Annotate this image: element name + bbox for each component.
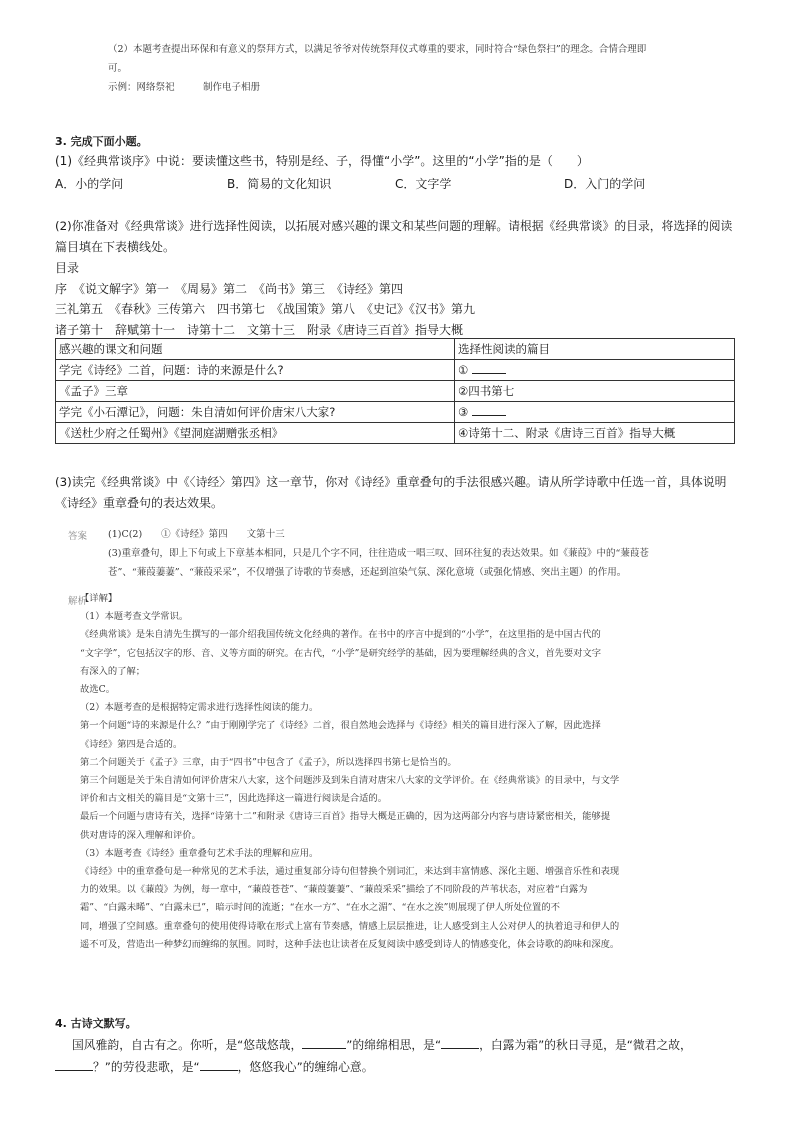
q3-sub3-line1: (3)读完《经典常谈》中《〈诗经〉第四》这一章节，你对《诗经》重章叠句的手法很感兴趣。请从所学诗歌中任选一首，具体说明 (55, 475, 727, 489)
analysis-line: 【详解】 (80, 593, 118, 604)
q3-sub1: (1)《经典常谈序》中说：要读懂这些书，特别是经、子，得懂“小学”。这里的“小学”指的是（ ） (55, 154, 589, 168)
q4-title: 4. 古诗文默写。 (55, 1017, 137, 1030)
table-row (56, 381, 735, 402)
q4-text: ，悠悠我心”的缠绵心意。 (237, 1060, 374, 1074)
analysis-line: 《诗经》中的重章叠句是一种常见的艺术手法，通过重复部分诗句但替换个别词汇，来达到丰富情感、深化主题、增强音乐性和表现 (80, 866, 620, 878)
answer-line3: 苍”、“蒹葭萋萋”、“蒹葭采采”，不仅增强了诗歌的节奏感，还起到渲染气氛、深化意境（或强化情感、突出主题）的作用。 (108, 567, 627, 578)
answer-blank[interactable] (55, 1058, 93, 1071)
answer-line2: (3)重章叠句，即上下句或上下章基本相同，只是几个字不同，往往造成一唱三叹、回环往复的表达效果。如《蒹葭》中的“蒹葭苍 (108, 548, 649, 559)
option-c: C．文字学 (395, 177, 452, 191)
q4-text: ，白露为霜”的秋日寻觅，是“微君之故， (479, 1038, 692, 1052)
table-cell-topic: 学完《诗经》二首，问题：诗的来源是什么? (56, 360, 455, 381)
analysis-line: 有深入的了解； (80, 665, 146, 677)
analysis-line: 供对唐诗的深入理解和评价。 (80, 829, 201, 841)
prev-answer-line2: 可。 (108, 63, 128, 74)
toc-line-3: 诸子第十 辞赋第十一 诗第十二 文第十三 附录《唐诗三百首》指导大概 (55, 323, 464, 337)
analysis-line: （2）本题考查的是根据特定需求进行选择性阅读的能力。 (80, 702, 319, 714)
q4-text: ”的绵绵相思，是“ (346, 1038, 442, 1052)
analysis-line: （3）本题考查《诗经》重章叠句艺术手法的理解和应用。 (80, 847, 319, 859)
q3-sub2-line1: (2)你准备对《经典常谈》进行选择性阅读，以拓展对感兴趣的课文和某些问题的理解。请根据《经典常谈》的目录，将选择的阅读 (55, 219, 733, 233)
table-header-reading: 选择性阅读的篇目 (455, 339, 735, 360)
table-cell-topic: 《送杜少府之任蜀州》《望洞庭湖赠张丞相》 (56, 423, 455, 444)
table-cell-topic: 《孟子》三章 (56, 381, 455, 402)
analysis-line: 力的效果。以《蒹葭》为例，每一章中，“蒹葭苍苍”、“蒹葭萋萋”、“蒹葭采采”描绘了不同阶段的芦苇状态，对应着“白露为 (80, 884, 588, 896)
toc-title: 目录 (55, 261, 80, 275)
analysis-line: “文字学”，它包括汉字的形、音、义等方面的研究。在古代，“小学”是研究经学的基础，因为要理解经典的含义，首先要对文字 (80, 647, 602, 659)
q4-line2 (55, 1058, 374, 1075)
analysis-line: 最后一个问题与唐诗有关，选择“诗第十二”和附录《唐诗三百首》指导大概是正确的，因为这两部分内容与唐诗紧密相关，能够提 (80, 811, 611, 823)
analysis-line: （1）本题考查文学常识。 (80, 611, 189, 623)
q4-text: ？”的劳役悲歌，是“ (93, 1060, 200, 1074)
table-header-topic: 感兴趣的课文和问题 (56, 339, 455, 360)
answer-label: 答案 (68, 531, 88, 542)
analysis-label: 解析 (68, 596, 88, 607)
option-a: A．小的学问 (55, 177, 124, 191)
analysis-line: 遥不可及，营造出一种梦幻而缠绵的氛围。同时，这种手法也让读者在反复阅读中感受到诗人的情感变化，体会诗歌的韵味和深度。 (80, 938, 620, 950)
answer-blank[interactable] (200, 1058, 238, 1071)
table-cell-reading: ②四书第七 (455, 381, 735, 402)
analysis-line: 第三个问题是关于朱自清如何评价唐宋八大家，这个问题涉及到朱自清对唐宋八大家的文学评价。在《经典常谈》的目录中，与文学 (80, 775, 620, 787)
table-cell-reading (455, 360, 735, 381)
selective-reading-table (55, 338, 735, 444)
table-cell-topic: 学完《小石潭记》，问题：朱自清如何评价唐宋八大家? (56, 402, 455, 423)
q3-title: 3. 完成下面小题。 (55, 135, 148, 148)
blank-label: ③ (458, 405, 469, 419)
answer-blank[interactable] (472, 361, 506, 374)
q4-text: 国风雅韵，自古有之。你听，是“悠哉悠哉， (72, 1038, 303, 1052)
prev-answer-example: 示例：网络祭祀 制作电子相册 (108, 82, 261, 93)
table-row (56, 402, 735, 423)
table-cell-reading: ④诗第十二、附录《唐诗三百首》指导大概 (455, 423, 735, 444)
blank-label: ① (458, 363, 469, 377)
prev-answer-line1: （2）本题考查提出环保和有意义的祭拜方式，以满足爷爷对传统祭拜仪式尊重的要求，同时符合“绿色祭扫”的理念。合情合理即 (108, 44, 647, 55)
answer-blank[interactable] (472, 403, 506, 416)
answer-blank[interactable] (302, 1036, 346, 1049)
option-b: B．简易的文化知识 (227, 177, 332, 191)
analysis-line: 同，增强了空间感。重章叠句的使用使得诗歌在形式上富有节奏感，情感上层层推进，让人感受到主人公对伊人的执着追寻和伊人的 (80, 920, 620, 932)
toc-line-2: 三礼第五 《春秋》三传第六 四书第七 《战国策》第八 《史记》《汉书》第九 (55, 302, 476, 316)
answer-blank[interactable] (441, 1036, 479, 1049)
analysis-line: 故选C。 (80, 684, 116, 696)
table-header-row (56, 339, 735, 360)
answer-line1: (1)C(2) ①《诗经》第四 文第十三 (108, 529, 285, 540)
q4-line1 (72, 1036, 692, 1053)
analysis-body (80, 590, 720, 954)
analysis-line: 评价和古文相关的篇目是“文第十三”，因此选择这一篇进行阅读是合适的。 (80, 793, 388, 805)
q3-sub2-line2: 篇目填在下表横线处。 (55, 240, 176, 254)
analysis-line: 第一个问题“诗的来源是什么？”由于刚刚学完了《诗经》二首，很自然地会选择与《诗经》相关的篇目进行深入了解，因此选择 (80, 720, 601, 732)
option-d: D．入门的学问 (564, 177, 646, 191)
table-row (56, 423, 735, 444)
analysis-line: 《诗经》第四是合适的。 (80, 738, 183, 750)
q3-sub3-line2: 《诗经》重章叠句的表达效果。 (55, 496, 224, 510)
analysis-line: 霜”、“白露未晞”、“白露未已”，暗示时间的流逝；“在水一方”、“在水之湄”、“在水之涘”则展现了伊人所处位置的不 (80, 902, 560, 914)
analysis-line: 第二个问题关于《孟子》三章，由于“四书”中包含了《孟子》，所以选择四书第七是恰当的。 (80, 756, 457, 768)
table-row (56, 360, 735, 381)
table-cell-reading (455, 402, 735, 423)
analysis-line: 《经典常谈》是朱自清先生撰写的一部介绍我国传统文化经典的著作。在书中的序言中提到的“小学”，在这里指的是中国古代的 (80, 629, 601, 641)
toc-line-1: 序 《说文解字》第一 《周易》第二 《尚书》第三 《诗经》第四 (55, 282, 404, 296)
